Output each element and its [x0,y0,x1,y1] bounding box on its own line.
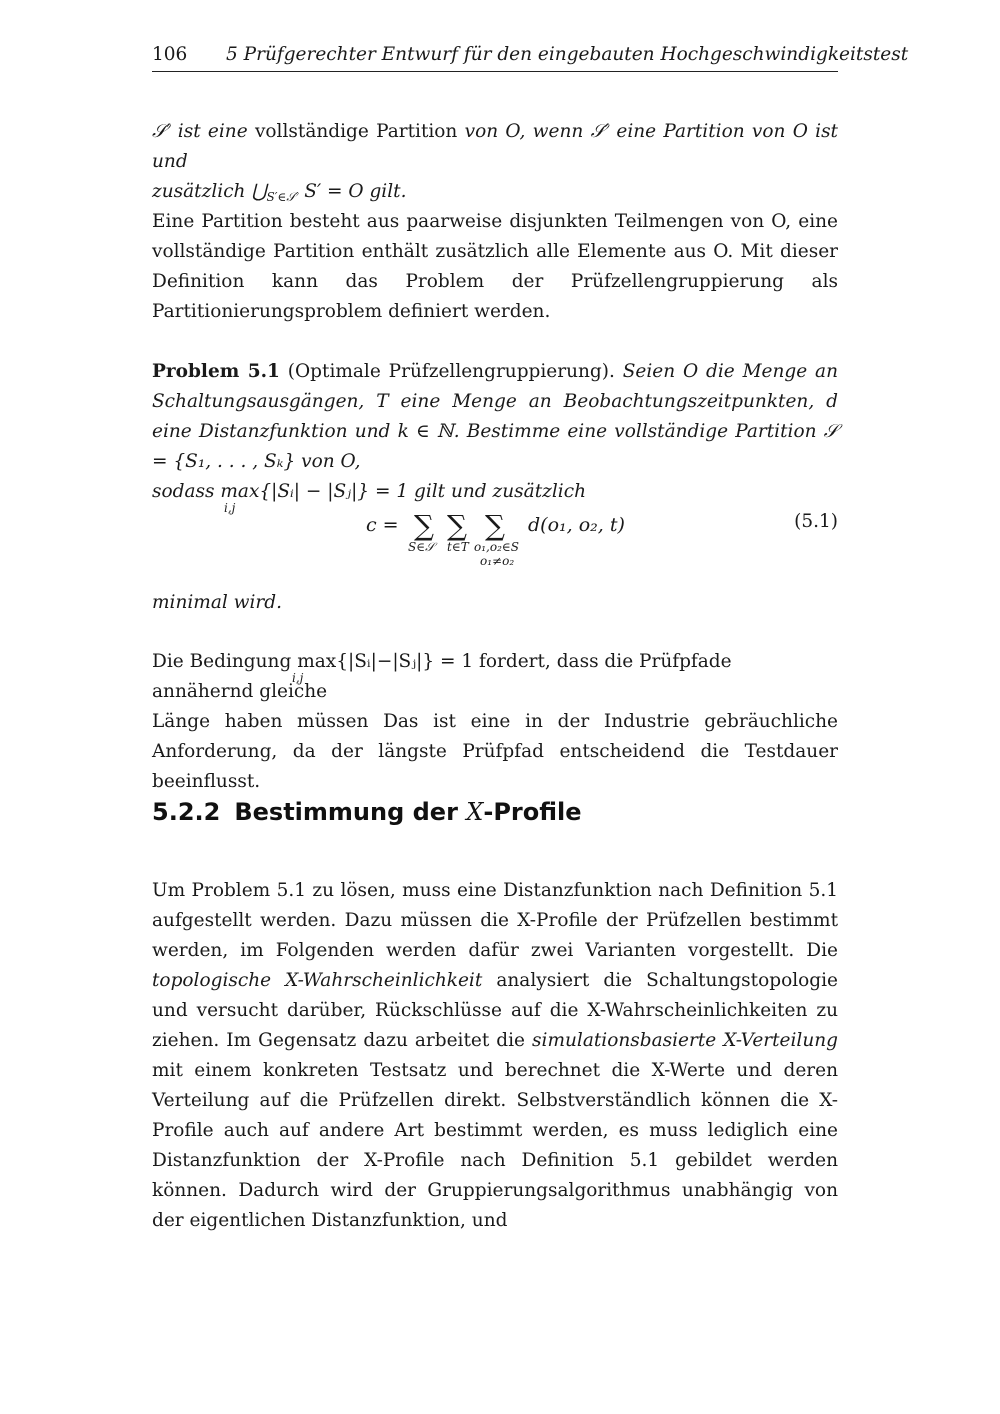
sum-1-subscript: S∈𝒮 [408,540,435,554]
header-title: 5 Prüfgerechter Entwurf für den eingebauten Hochgeschwindigkeitstest [226,44,909,65]
paragraph-partition: Eine Partition besteht aus paarweise disjunkten Teilmengen von O, eine vollständige Partition enthält zusätzlich alle Elemente aus O. Mit dieser Definition kann das Problem der Prüfzellengruppierung als Partitionierungsproblem definiert werden. [152,211,838,322]
sum-3-subscript-1: o₁,o₂∈S [474,540,519,554]
problem-after: minimal wird. [152,592,282,613]
definition-line-1: 𝒮′ ist eine vollständige Partition von O, wenn 𝒮′ eine Partition von O ist und [152,121,838,172]
paragraph-x-profiles: Um Problem 5.1 zu lösen, muss eine Distanzfunktion nach Definition 5.1 aufgestellt werden. Dazu müssen die X-Profile der Prüfzellen bestimmt werden, im Folgenden werden dafür zwei Varianten vorgestellt. Die topologische X-Wahrscheinlichkeit analysiert die Schaltungstopologie und versucht darüber, Rückschlüsse auf die X-Wahrscheinlichkeiten zu ziehen. Im Gegensatz dazu arbeitet die simulationsbasierte X-Verteilung mit einem konkreten Testsatz und berechnet die X-Werte und deren Verteilung auf die Prüfzellen direkt. Selbstverständlich können die X-Profile auch auf andere Art bestimmt werden, es muss lediglich eine Distanzfunktion der X-Profile nach Definition 5.1 gebildet werden können. Dadurch wird der Gruppierungsalgorithmus unabhängig von der eigentlichen Distanzfunktion, und [152,880,838,1231]
equation-number: (5.1) [794,511,838,532]
sum-2-subscript: t∈T [447,540,469,554]
equation-lhs: c = [366,514,399,536]
problem-last-line: sodass max{|Sᵢ| − |Sⱼ|} = 1 gilt und zusätzlich i,j [152,481,587,515]
sum-symbol-2: ∑ [447,509,467,542]
problem-statement [152,357,838,515]
sum-3-subscript-2: o₁≠o₂ [480,554,515,568]
problem-label: Problem 5.1 [152,361,280,382]
equation-rhs: d(o₁, o₂, t) [528,514,625,536]
equation-5-1 [152,505,838,575]
term-topological: topologische X-Wahrscheinlichkeit [152,970,483,991]
paragraph-condition: Die Bedingung max{|Sᵢ|−|Sⱼ|} = 1 fordert, dass die Prüfpfade annähernd gleiche i,j Länge haben müssen Das ist eine in der Industrie gebräuchliche Anforderung, da der längste Prüfpfad entscheidend die Testdauer beeinflusst. [152,651,838,792]
term-simulation-based: simulationsbasierte X-Verteilung [532,1030,838,1051]
running-header [152,44,909,72]
problem-text: Seien O die Menge an Schaltungsausgängen, T eine Menge an Beobachtungszeitpunkten, d eine Distanzfunktion und k ∈ ℕ. Bestimme eine vollständige Partition 𝒮 = {S₁, . . . , Sₖ} von O, [152,361,838,472]
sum-symbol-1: ∑ [414,509,434,542]
definition-line-2: zusätzlich $⋃_{S'\in 𝒮'}$ S′ = O gilt. [152,181,407,204]
definition-end [152,117,838,212]
section-number: 5.2.2 [152,798,221,826]
section-heading: 5.2.2 Bestimmung der X-Profile [152,798,582,826]
page-number: 106 [152,44,188,65]
problem-name: (Optimale Prüfzellengruppierung). [287,361,615,382]
equation-formula [152,505,752,575]
sum-symbol-3: ∑ [485,509,505,542]
